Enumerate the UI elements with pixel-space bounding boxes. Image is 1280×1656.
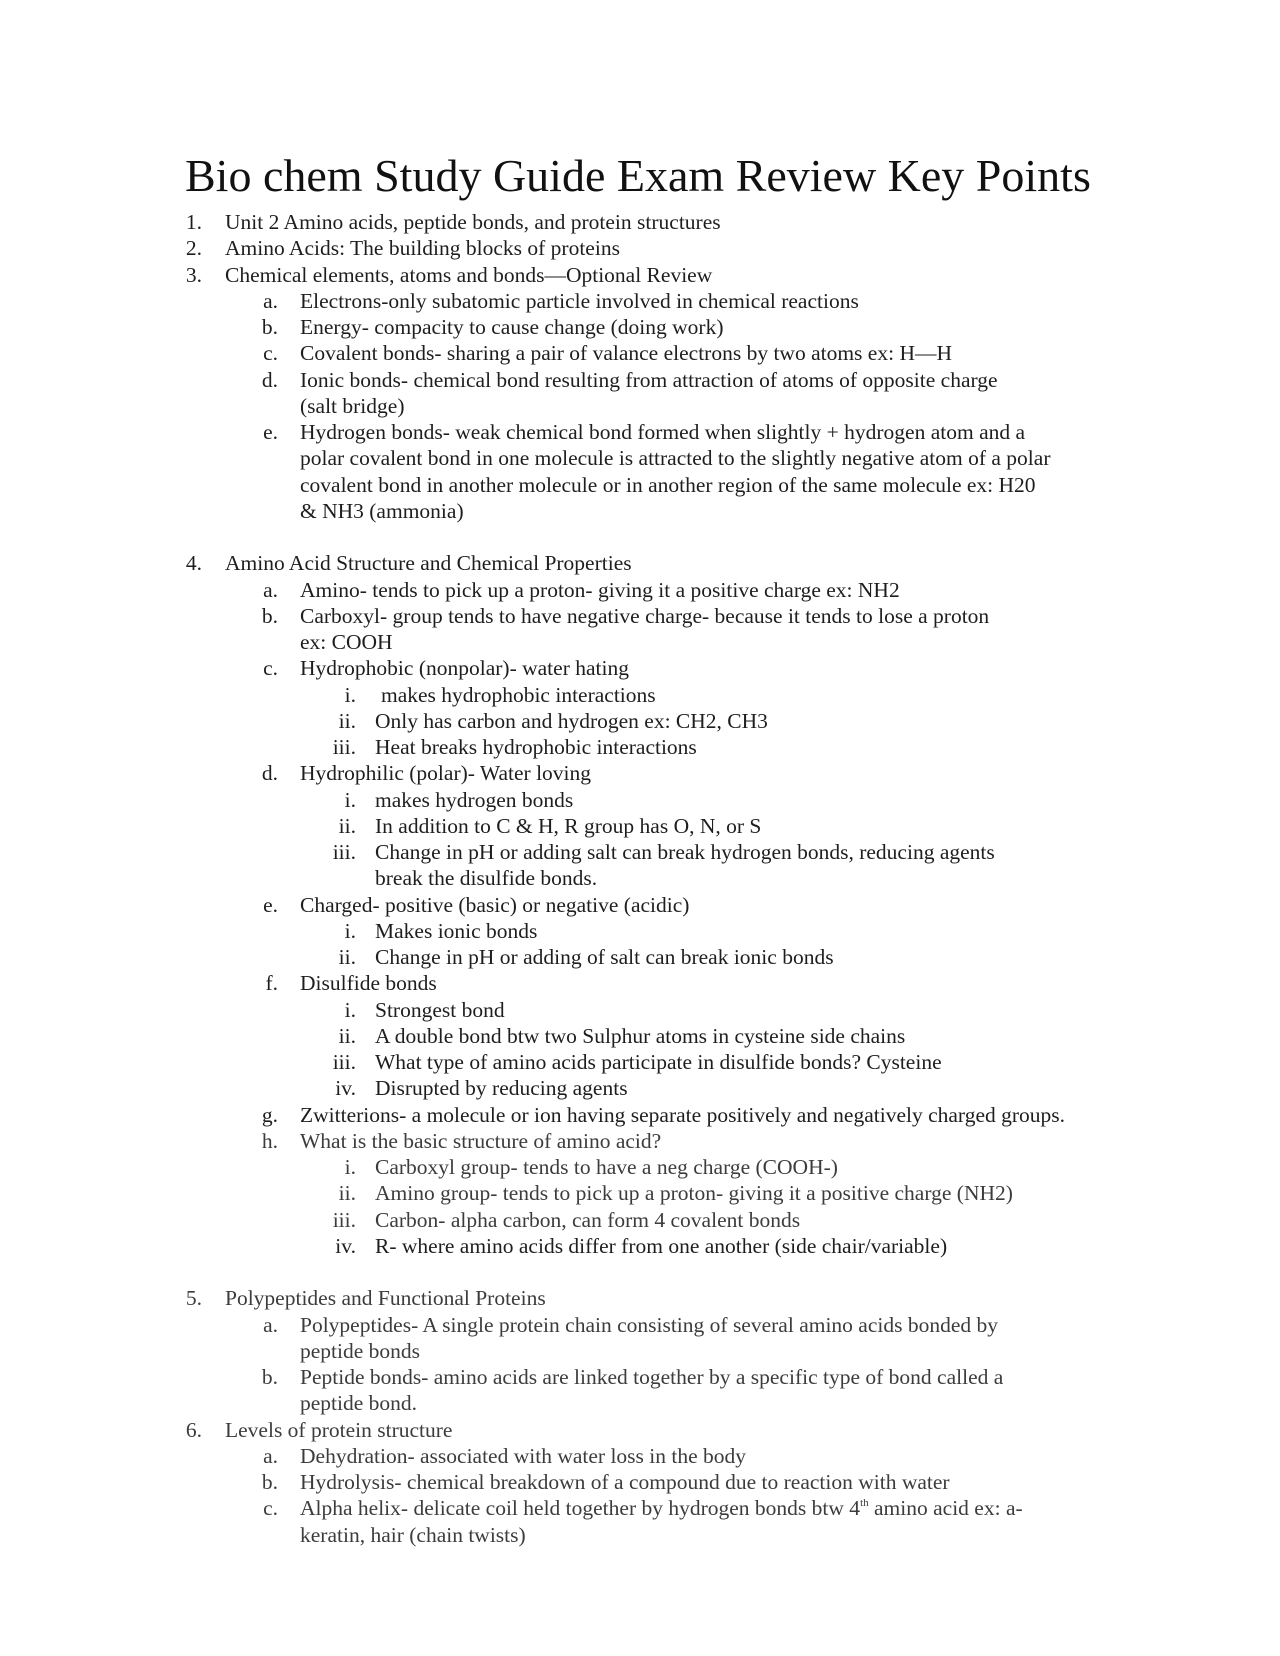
item-text: Only has carbon and hydrogen ex: CH2, CH3 — [375, 708, 768, 733]
list-item-continuation — [0, 393, 1280, 419]
list-item — [0, 1049, 1280, 1075]
item-marker: iii. — [332, 840, 356, 864]
item-marker: c. — [263, 656, 278, 681]
item-text: ex: COOH — [300, 630, 393, 654]
list-item-continuation — [0, 1338, 1280, 1364]
item-marker: 3. — [185, 262, 202, 287]
item-text: Dehydration- associated with water loss in the body — [300, 1443, 747, 1468]
item-marker: iv. — [335, 1076, 356, 1101]
item-text: Disulfide bonds — [300, 971, 437, 996]
list-item — [0, 1443, 1280, 1469]
list-item — [0, 1364, 1280, 1390]
item-marker: b. — [261, 1470, 278, 1494]
item-text-before: Alpha helix- delicate coil held together by hydrogen bonds btw 4 — [300, 1496, 861, 1521]
item-text: Amino Acids: The building blocks of proteins — [225, 236, 620, 261]
item-marker: 2. — [185, 236, 202, 261]
item-marker: iii. — [332, 1207, 356, 1232]
item-text: Charged- positive (basic) or negative (acidic) — [300, 892, 690, 917]
item-marker: 4. — [185, 551, 202, 576]
item-text: Hydrogen bonds- weak chemical bond formed when slightly + hydrogen atom and a — [300, 420, 1026, 444]
list-item — [0, 340, 1280, 366]
list-item — [0, 235, 1280, 261]
item-text: break the disulfide bonds. — [375, 866, 598, 891]
item-marker: ii. — [338, 945, 356, 969]
item-text: Makes ionic bonds — [375, 918, 538, 943]
item-text: R- where amino acids differ from one another (side chair/variable) — [375, 1233, 948, 1258]
item-text: Peptide bonds- amino acids are linked together by a specific type of bond called a — [300, 1365, 1004, 1389]
item-marker: i. — [344, 918, 356, 943]
list-item — [0, 918, 1280, 944]
list-item-continuation — [0, 629, 1280, 655]
list-item — [0, 760, 1280, 786]
item-text: Unit 2 Amino acids, peptide bonds, and protein structures — [225, 210, 721, 234]
list-item — [0, 314, 1280, 340]
item-text: Carboxyl group- tends to have a neg charge (COOH-) — [375, 1155, 838, 1179]
list-item — [0, 262, 1280, 288]
list-item — [0, 970, 1280, 996]
list-item — [0, 708, 1280, 734]
item-text — [300, 1495, 1023, 1521]
list-item — [0, 1312, 1280, 1338]
list-item — [0, 419, 1280, 445]
item-marker: h. — [261, 1128, 278, 1153]
list-item — [0, 1075, 1280, 1101]
item-text: What type of amino acids participate in disulfide bonds? Cysteine — [375, 1050, 942, 1074]
list-item — [0, 1023, 1280, 1049]
list-item — [0, 603, 1280, 629]
item-text: What is the basic structure of amino acid? — [300, 1128, 662, 1153]
item-text: Carbon- alpha carbon, can form 4 covalent bonds — [375, 1207, 801, 1232]
item-marker: f. — [265, 971, 278, 996]
item-marker: g. — [261, 1102, 278, 1127]
document-title: Bio chem Study Guide Exam Review Key Points — [185, 150, 1091, 201]
item-marker: i. — [344, 682, 356, 707]
list-item — [0, 734, 1280, 760]
item-text: & NH3 (ammonia) — [300, 498, 464, 523]
list-item — [0, 1207, 1280, 1233]
item-marker: i. — [344, 787, 356, 812]
list-item — [0, 813, 1280, 839]
list-item-continuation — [0, 498, 1280, 524]
item-text: Ionic bonds- chemical bond resulting from attraction of atoms of opposite charge — [300, 367, 998, 392]
item-text: Covalent bonds- sharing a pair of valance electrons by two atoms ex: H—H — [300, 341, 952, 366]
item-marker: 1. — [185, 210, 202, 234]
item-text: Carboxyl- group tends to have negative charge- because it tends to lose a proton — [300, 603, 990, 628]
item-text: Change in pH or adding salt can break hydrogen bonds, reducing agents — [375, 840, 995, 864]
item-marker: iii. — [332, 735, 356, 759]
list-item — [0, 1417, 1280, 1443]
list-item — [0, 892, 1280, 918]
item-text: covalent bond in another molecule or in another region of the same molecule ex: H20 — [300, 472, 1036, 497]
item-marker: a. — [263, 577, 278, 602]
item-marker: b. — [261, 1365, 278, 1389]
item-marker: d. — [261, 761, 278, 786]
list-item — [0, 1285, 1280, 1311]
item-text: Electrons-only subatomic particle involved in chemical reactions — [300, 288, 859, 313]
item-text: Hydrolysis- chemical breakdown of a compound due to reaction with water — [300, 1470, 950, 1494]
item-marker: c. — [263, 341, 278, 366]
list-item — [0, 367, 1280, 393]
list-item-continuation — [0, 865, 1280, 891]
item-text: Polypeptides- A single protein chain consisting of several amino acids bonded by — [300, 1312, 999, 1337]
list-item — [0, 1233, 1280, 1259]
list-item — [0, 997, 1280, 1023]
list-item — [0, 1154, 1280, 1180]
item-marker: e. — [263, 420, 278, 444]
item-text: Heat breaks hydrophobic interactions — [375, 735, 697, 759]
item-text: Chemical elements, atoms and bonds—Optional Review — [225, 262, 713, 287]
item-text-after: amino acid ex: a- — [868, 1496, 1023, 1521]
item-marker: i. — [344, 1155, 356, 1179]
list-item — [0, 577, 1280, 603]
list-item — [0, 550, 1280, 576]
list-item-continuation — [0, 472, 1280, 498]
list-item — [0, 655, 1280, 681]
item-marker: ii. — [338, 708, 356, 733]
list-item — [0, 839, 1280, 865]
item-marker: a. — [263, 1443, 278, 1468]
item-text: Hydrophobic (nonpolar)- water hating — [300, 656, 629, 681]
item-text: peptide bond. — [300, 1391, 418, 1416]
list-item — [0, 787, 1280, 813]
list-item-continuation — [0, 1390, 1280, 1416]
list-item — [0, 288, 1280, 314]
item-text: Zwitterions- a molecule or ion having separate positively and negatively charged groups. — [300, 1102, 1066, 1127]
item-text: Amino group- tends to pick up a proton- giving it a positive charge (NH2) — [375, 1181, 1013, 1206]
item-text: Amino- tends to pick up a proton- giving it a positive charge ex: NH2 — [300, 577, 900, 602]
item-text: Strongest bond — [375, 997, 505, 1022]
list-item — [0, 1495, 1280, 1521]
list-item — [0, 682, 1280, 708]
item-text: polar covalent bond in one molecule is attracted to the slightly negative atom of a polar — [300, 446, 1051, 471]
item-marker: a. — [263, 288, 278, 313]
item-text: Change in pH or adding of salt can break ionic bonds — [375, 945, 834, 969]
item-text: keratin, hair (chain twists) — [300, 1522, 526, 1547]
blank-line — [0, 1259, 1280, 1285]
list-item — [0, 209, 1280, 235]
list-item — [0, 1128, 1280, 1154]
item-text: (salt bridge) — [300, 393, 405, 418]
item-marker: iv. — [335, 1233, 356, 1258]
outline-list — [0, 209, 1280, 1548]
item-marker: ii. — [338, 1023, 356, 1048]
item-marker: 5. — [185, 1286, 202, 1311]
item-text: Polypeptides and Functional Proteins — [225, 1286, 546, 1311]
blank-line — [0, 524, 1280, 550]
item-text: peptide bonds — [300, 1338, 421, 1363]
list-item — [0, 944, 1280, 970]
list-item — [0, 1180, 1280, 1206]
item-text: Levels of protein structure — [225, 1417, 453, 1442]
item-marker: d. — [261, 367, 278, 392]
item-marker: iii. — [332, 1050, 356, 1074]
item-marker: b. — [261, 315, 278, 339]
item-text: A double bond btw two Sulphur atoms in cysteine side chains — [375, 1023, 906, 1048]
list-item — [0, 1469, 1280, 1495]
item-text: Hydrophilic (polar)- Water loving — [300, 761, 592, 786]
item-text: makes hydrogen bonds — [375, 787, 574, 812]
item-marker: a. — [263, 1312, 278, 1337]
item-marker: b. — [261, 603, 278, 628]
item-marker: ii. — [338, 813, 356, 838]
item-marker: ii. — [338, 1181, 356, 1206]
item-marker: 6. — [185, 1417, 202, 1442]
item-text: In addition to C & H, R group has O, N, or S — [375, 813, 762, 838]
superscript-th: th — [860, 1497, 869, 1510]
list-item-continuation — [0, 1522, 1280, 1548]
list-item — [0, 1102, 1280, 1128]
item-marker: c. — [263, 1496, 278, 1521]
item-text: Disrupted by reducing agents — [375, 1076, 628, 1101]
item-text: Amino Acid Structure and Chemical Properties — [225, 551, 632, 576]
list-item-continuation — [0, 445, 1280, 471]
item-marker: i. — [344, 997, 356, 1022]
item-text: Energy- compacity to cause change (doing work) — [300, 315, 724, 339]
item-text: makes hydrophobic interactions — [381, 682, 656, 707]
item-marker: e. — [263, 892, 278, 917]
